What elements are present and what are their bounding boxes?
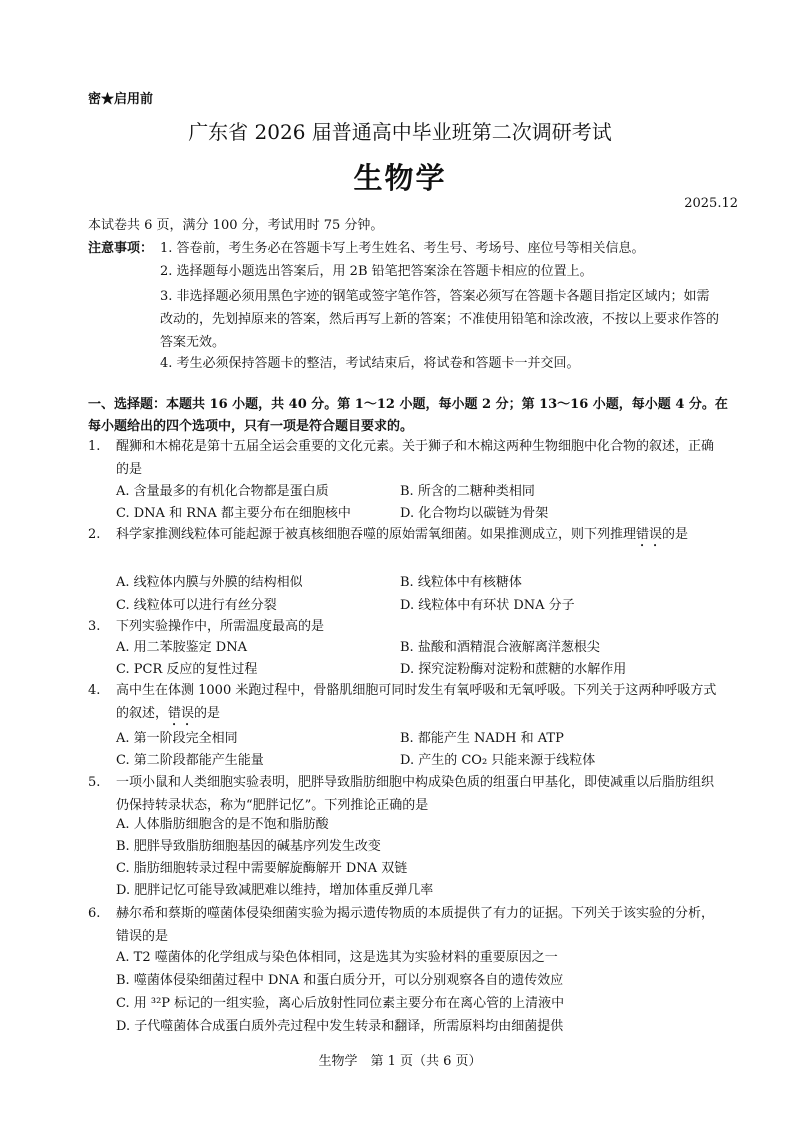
option-b: B. 噬菌体侵染细菌过程中 DNA 和蛋白质分开，可以分别观察各自的遗传效应 bbox=[116, 973, 564, 988]
option-b: B. 盐酸和酒精混合液解离洋葱根尖 bbox=[400, 640, 600, 655]
notice-item-2: 2. 选择题每小题选出答案后，用 2B 铅笔把答案涂在答题卡相应的位置上。 bbox=[160, 264, 593, 279]
option-a: A. 线粒体内膜与外膜的结构相似 bbox=[116, 575, 303, 590]
option-c: C. 脂肪细胞转录过程中需要解旋酶解开 DNA 双链 bbox=[116, 861, 408, 876]
option-d: D. 探究淀粉酶对淀粉和蔗糖的水解作用 bbox=[400, 662, 627, 677]
question-4 bbox=[88, 679, 728, 729]
option-c: C. 用 ³²P 标记的一组实验，离心后放射性同位素主要分布在离心管的上清液中 bbox=[116, 996, 565, 1011]
subject-title: 生物学 bbox=[353, 161, 447, 195]
question-number: 5. bbox=[88, 775, 101, 790]
question-3 bbox=[88, 615, 728, 638]
option-a: A. T2 噬菌体的化学组成与染色体相同，这是选其为实验材料的重要原因之一 bbox=[116, 950, 558, 965]
question-2 bbox=[88, 523, 728, 550]
option-d: D. 子代噬菌体合成蛋白质外壳过程中发生转录和翻译，所需原料均由细菌提供 bbox=[116, 1019, 564, 1034]
option-a: A. 含量最多的有机化合物都是蛋白质 bbox=[116, 484, 329, 499]
emphasis-text: 错误 bbox=[168, 706, 195, 721]
confidential-mark: 密★启用前 bbox=[88, 92, 154, 107]
question-stem: 一项小鼠和人类细胞实验表明，肥胖导致脂肪细胞中构成染色质的组蛋白甲基化，即使减重以后脂肪组织仍保持转录状态，称为“肥胖记忆”。下列推论正确的是 bbox=[116, 775, 715, 813]
option-d: D. 线粒体中有环状 DNA 分子 bbox=[400, 598, 575, 613]
option-d: D. 肥胖记忆可能导致减肥难以维持，增加体重反弹几率 bbox=[116, 883, 434, 898]
question-number: 6. bbox=[88, 906, 101, 921]
option-b: B. 都能产生 NADH 和 ATP bbox=[400, 731, 564, 746]
option-c: C. DNA 和 RNA 都主要分布在细胞核中 bbox=[116, 506, 351, 521]
notice-item-4: 4. 考生必须保持答题卡的整洁，考试结束后，将试卷和答题卡一并交回。 bbox=[160, 356, 580, 371]
option-d: D. 化合物均以碳链为骨架 bbox=[400, 506, 549, 521]
question-stem bbox=[116, 679, 721, 729]
option-b: B. 线粒体中有核糖体 bbox=[400, 575, 522, 590]
section-heading: 一、选择题：本题共 16 小题，共 40 分。第 1～12 小题，每小题 2 分；第 13～16 小题，每小题 4 分。在每小题给出的四个选项中，只有一项是符合题目要求的。 bbox=[88, 397, 728, 434]
question-1 bbox=[88, 435, 728, 481]
question-number: 3. bbox=[88, 619, 101, 634]
option-d: D. 产生的 CO₂ 只能来源于线粒体 bbox=[400, 753, 596, 768]
notice-label: 注意事项： bbox=[88, 241, 154, 256]
option-b: B. 肥胖导致脂肪细胞基因的碱基序列发生改变 bbox=[116, 839, 381, 854]
exam-title: 广东省 2026 届普通高中毕业班第二次调研考试 bbox=[188, 120, 612, 144]
question-number: 1. bbox=[88, 439, 101, 454]
question-stem: 醒狮和木棉花是第十五届全运会重要的文化元素。关于狮子和木棉这两种生物细胞中化合物的叙述，正确的是 bbox=[116, 439, 715, 477]
option-a: A. 第一阶段完全相同 bbox=[116, 731, 238, 746]
stem-text: 的是 bbox=[194, 706, 221, 721]
emphasis-text: 错误 bbox=[636, 527, 663, 542]
notice-item-3: 3. 非选择题必须用黑色字迹的钢笔或签字笔作答，答案必须写在答题卡各题目指定区域内；如需改动的，先划掉原来的答案，然后再写上新的答案；不准使用铅笔和涂改液，不按以上要求作答的答案无效。 bbox=[160, 289, 720, 350]
page-footer: 生物学 第 1 页（共 6 页） bbox=[318, 1054, 482, 1069]
stem-text: 高中生在体测 1000 米跑过程中，骨骼肌细胞可同时发生有氧呼吸和无氧呼吸。下列关于这两种呼吸方式的叙述， bbox=[116, 683, 717, 721]
stem-text: 科学家推测线粒体可能起源于被真核细胞吞噬的原始需氧细菌。如果推测成立，则下列推理 bbox=[116, 527, 637, 542]
option-c: C. PCR 反应的复性过程 bbox=[116, 662, 258, 677]
notice-item-1: 1. 答卷前，考生务必在答题卡写上考生姓名、考生号、考场号、座位号等相关信息。 bbox=[160, 241, 645, 256]
question-number: 4. bbox=[88, 683, 101, 698]
exam-intro: 本试卷共 6 页，满分 100 分，考试用时 75 分钟。 bbox=[88, 218, 384, 233]
question-stem: 下列实验操作中，所需温度最高的是 bbox=[116, 619, 325, 634]
option-c: C. 第二阶段都能产生能量 bbox=[116, 753, 264, 768]
option-c: C. 线粒体可以进行有丝分裂 bbox=[116, 598, 277, 613]
option-b: B. 所含的二糖种类相同 bbox=[400, 484, 535, 499]
option-a: A. 用二苯胺鉴定 DNA bbox=[116, 640, 247, 655]
question-5 bbox=[88, 771, 728, 817]
exam-date: 2025.12 bbox=[684, 196, 738, 211]
question-number: 2. bbox=[88, 527, 101, 542]
question-stem bbox=[116, 523, 721, 550]
stem-text: 的是 bbox=[662, 527, 689, 542]
option-a: A. 人体脂肪细胞含的是不饱和脂肪酸 bbox=[116, 817, 329, 832]
question-stem: 赫尔希和蔡斯的噬菌体侵染细菌实验为揭示遗传物质的本质提供了有力的证据。下列关于该实验的分析，错误的是 bbox=[116, 906, 715, 944]
question-6 bbox=[88, 902, 728, 948]
